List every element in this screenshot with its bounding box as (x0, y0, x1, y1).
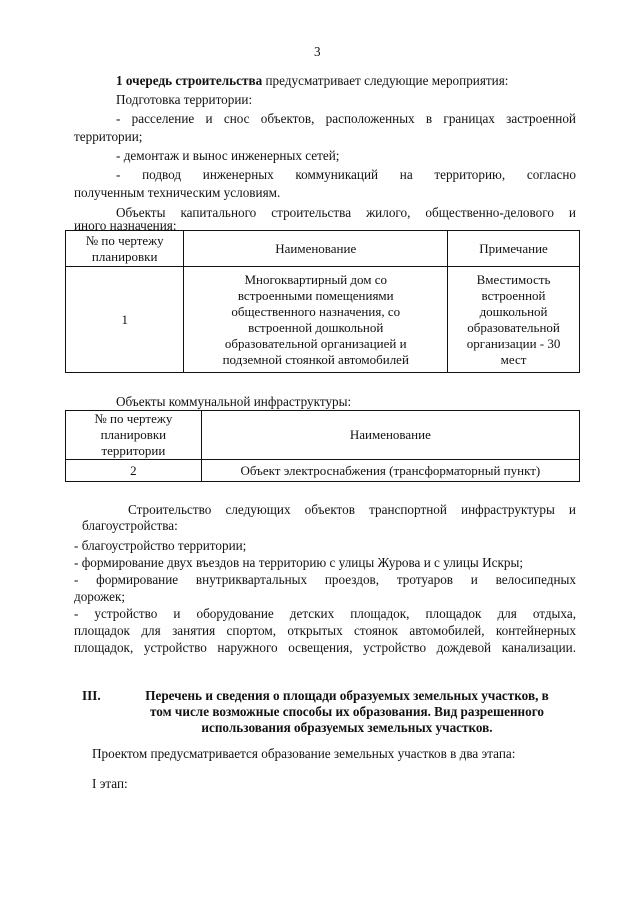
transport-item1: - благоустройство территории; (74, 538, 247, 553)
transport-line2: благоустройства: (82, 518, 178, 533)
section-numeral: III. (82, 688, 101, 703)
row-name: Объект электроснабжения (трансформаторный пункт) (201, 460, 579, 482)
section-title-line3: использования образуемых земельных участков. (201, 720, 493, 735)
header-number: № по чертежу планировки (66, 231, 184, 267)
residential-caption-line1: Объекты капитального строительства жилого, общественно-делового и (116, 205, 576, 220)
header-name: Наименование (184, 231, 448, 267)
table-header-row (66, 231, 580, 267)
table-row (66, 460, 580, 482)
table-row (66, 267, 580, 373)
first-stage-bold: 1 очередь строительства (116, 73, 263, 88)
stage1-label: I этап: (92, 776, 128, 791)
stages-paragraph: Проектом предусматривается образование земельных участков в два этапа: (92, 746, 516, 761)
transport-line1: Строительство следующих объектов транспортной инфраструктуры и (128, 502, 576, 517)
residential-objects-table (65, 230, 580, 373)
header-number: № по чертежу планировки территории (66, 411, 202, 460)
row-note: Вместимость встроенной дошкольной образовательной организации - 30 мест (448, 267, 580, 373)
utility-objects-table (65, 410, 580, 482)
territory-prep: Подготовка территории: (116, 92, 253, 107)
transport-item4-line2: площадок для занятия спортом, открытых стоянок автомобилей, контейнерных (74, 623, 576, 638)
row-name: Многоквартирный дом со встроенными помещениями общественного назначения, со встроенной дошкольной образовательной организацией и подземной стоянкой автомобилей (184, 267, 448, 373)
first-stage-line (116, 73, 508, 89)
intro-item1-line1: - расселение и снос объектов, расположенных в границах застроенной (116, 111, 576, 126)
intro-item1-line2: территории; (74, 129, 143, 144)
intro-item2: - демонтаж и вынос инженерных сетей; (116, 148, 340, 163)
row-number: 2 (66, 460, 202, 482)
header-note: Примечание (448, 231, 580, 267)
utility-caption: Объекты коммунальной инфраструктуры: (116, 394, 352, 409)
section-title-line1: Перечень и сведения о площади образуемых земельных участков, в (145, 688, 549, 703)
transport-item3-line1: - формирование внутриквартальных проездов, тротуаров и велосипедных (74, 572, 576, 587)
intro-item3-line2: полученным техническим условиям. (74, 185, 281, 200)
transport-item4-line1: - устройство и оборудование детских площадок, площадок для отдыха, (74, 606, 576, 621)
transport-item4-line3: площадок, устройство наружного освещения, устройство дождевой канализации. (74, 640, 576, 655)
first-stage-rest: предусматривает следующие мероприятия: (262, 73, 509, 88)
page-number: 3 (314, 44, 321, 59)
section-title-line2: том числе возможные способы их образования. Вид разрешенного (149, 704, 544, 719)
table-header-row (66, 411, 580, 460)
section-title (112, 688, 582, 736)
row-number: 1 (66, 267, 184, 373)
intro-item3-line1: - подвод инженерных коммуникаций на территорию, согласно (116, 167, 576, 182)
header-name: Наименование (201, 411, 579, 460)
transport-item2: - формирование двух въездов на территорию с улицы Журова и с улицы Искры; (74, 555, 523, 570)
residential-caption-line2: иного назначения: (74, 218, 177, 233)
transport-item3-line2: дорожек; (74, 589, 126, 604)
